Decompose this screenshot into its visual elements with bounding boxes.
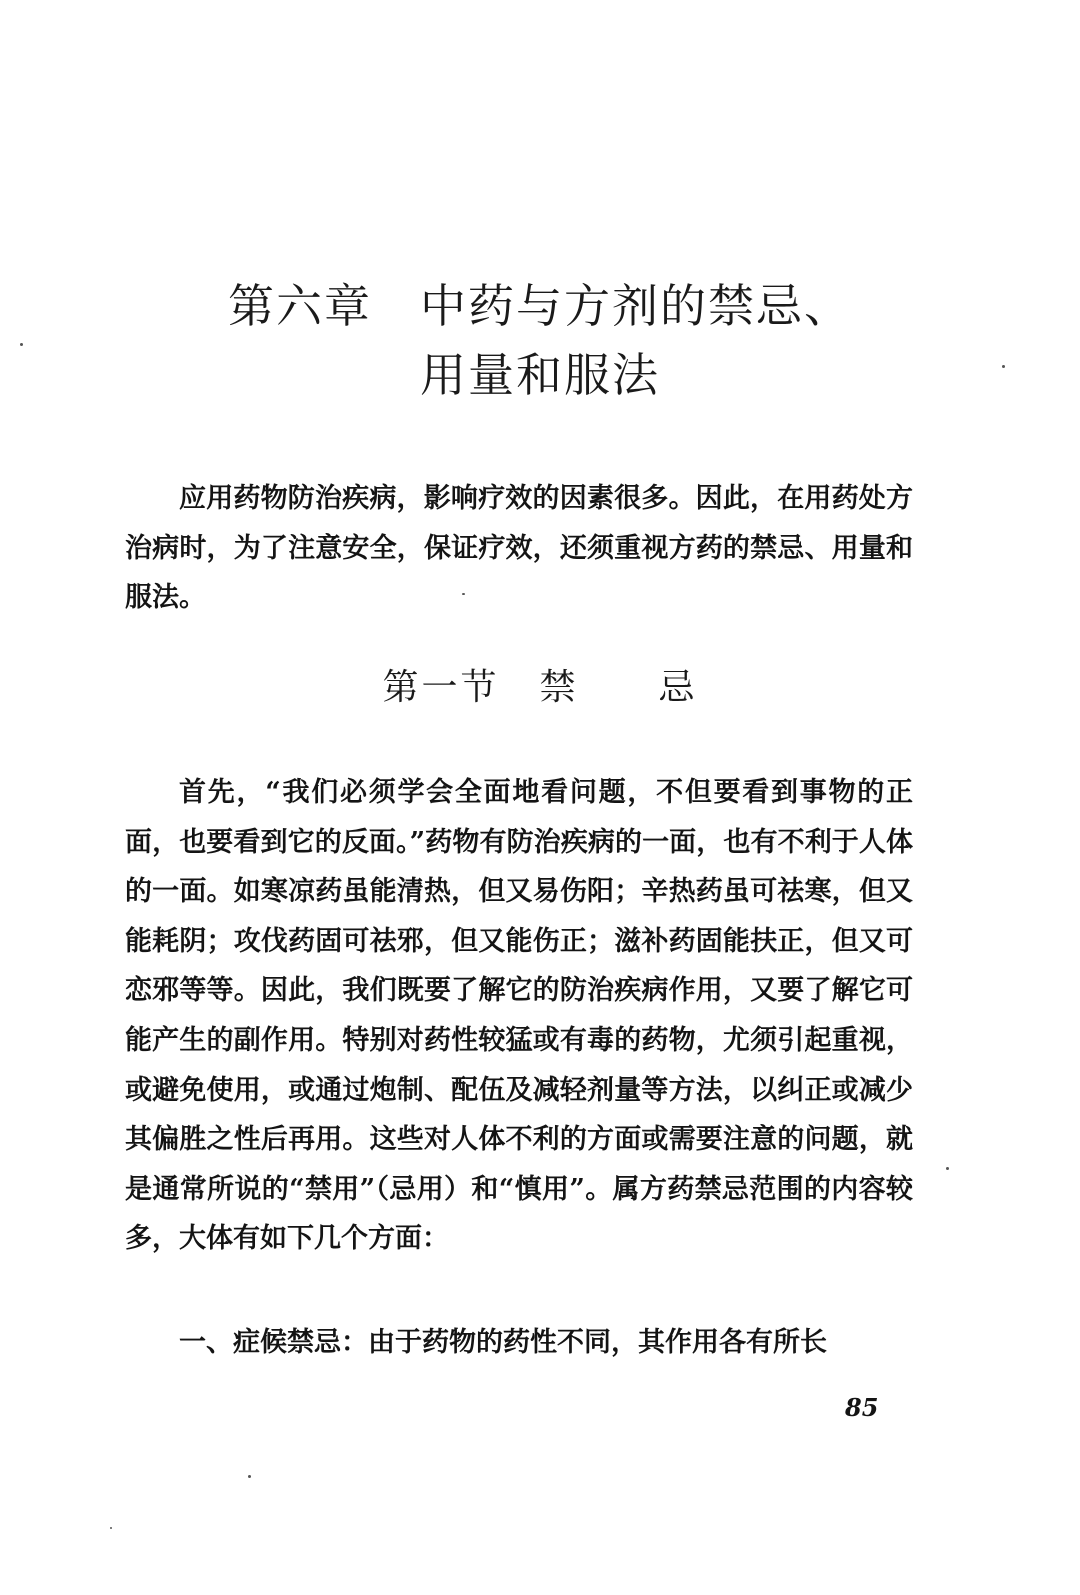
chapter-title-line-2: 用量和服法 [420, 348, 660, 402]
list-item-text: 由于药物的药性不同，其作用各有所长 [368, 1327, 827, 1358]
chapter-title-text: 中药与方剂的禁忌、 [420, 279, 852, 333]
scan-speck [248, 1475, 251, 1478]
list-item-1 [125, 1318, 913, 1368]
intro-paragraph: 应用药物防治疾病，影响疗效的因素很多。因此，在用药处方治病时，为了注意安全，保证疗效，还须重视方药的禁忌、用量和服法。 [125, 483, 913, 614]
section-title [0, 667, 1080, 708]
chapter-title-line-1 [0, 279, 1080, 333]
chapter-number: 第六章 [228, 279, 372, 333]
list-item-label: 一、症候禁忌： [179, 1327, 368, 1358]
scan-speck [110, 1527, 112, 1529]
page-number: 85 [845, 1393, 879, 1422]
body-paragraph: 首先，“我们必须学会全面地看问题，不但要看到事物的正面，也要看到它的反面。”药物有防治疾病的一面，也有不利于人体的一面。如寒凉药虽能清热，但又易伤阳；辛热药虽可祛寒，但又能耗阴；攻伐药固可祛邪，但又能伤正；滋补药固能扶正，但又可恋邪等等。因此，我们既要了解它的防治疾病作用，又要了解它可能产生的副作用。特别对药性较猛或有毒的药物，尤须引起重视，或避免使用，或通过炮制、配伍及减轻剂量等方法，以纠正或减少其偏胜之性后再用。这些对人体不利的方面或需要注意的问题，就是通常所说的“禁用”（忌用）和“慎用”。属方药禁忌范围的内容较多，大体有如下几个方面： [125, 777, 913, 1255]
scan-speck [1002, 365, 1005, 368]
section-number: 第一节 [382, 667, 500, 708]
section-title-char-2: 忌 [658, 667, 698, 708]
scan-speck [20, 343, 23, 346]
section-title-char-1: 禁 [539, 667, 579, 708]
scan-speck [946, 1167, 949, 1170]
scan-speck [462, 593, 465, 595]
